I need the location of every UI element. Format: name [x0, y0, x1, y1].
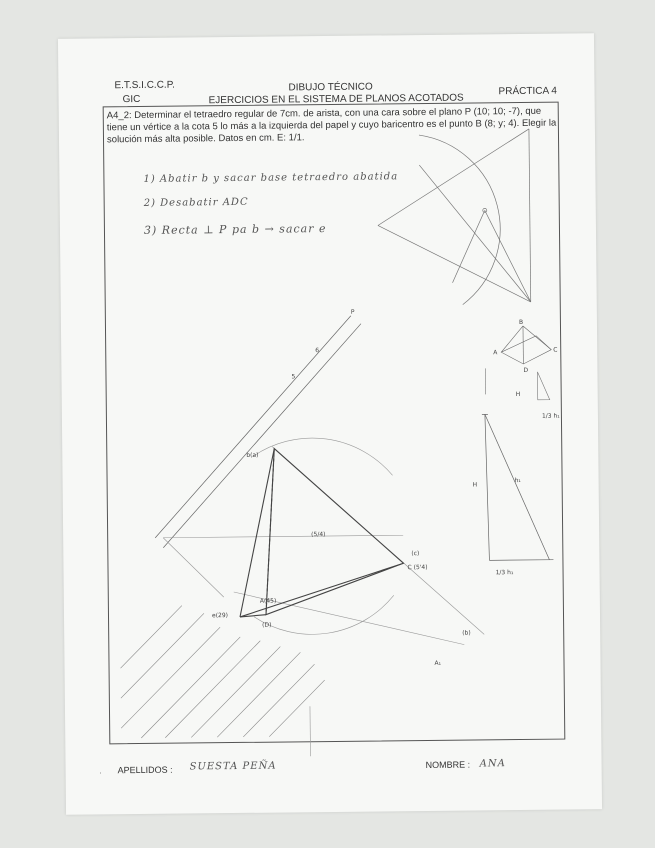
label-e: e(29): [211, 612, 229, 620]
topic-title: EJERCICIOS EN EL SISTEMA DE PLANOS ACOTADOS: [208, 92, 464, 107]
hatch-line: [120, 627, 221, 728]
label-D: D: [523, 366, 529, 374]
scale-mark-5: 5: [291, 373, 296, 381]
hatched-region: [120, 604, 325, 738]
hatch-line: [164, 641, 261, 738]
construction-line: [485, 210, 531, 302]
construction-line: [163, 537, 224, 598]
label-third-h: 1/3 h₁: [495, 569, 514, 577]
hatch-line: [140, 637, 241, 738]
school-name: E.T.S.I.C.C.P.: [114, 79, 175, 92]
label-A: A: [493, 349, 498, 357]
program-name: GIC: [122, 93, 141, 106]
horizontal-line: [163, 535, 403, 538]
label-b-a: b(a): [246, 451, 259, 459]
plane-scale-line: [153, 316, 363, 548]
hatch-line: [120, 606, 183, 669]
exam-sheet: [58, 33, 602, 815]
height-base: [489, 560, 553, 561]
scale-mark-6: 6: [315, 347, 320, 355]
height-construction: [482, 414, 554, 561]
note-step-1: 1) Abatir b y sacar base tetraedro abatida: [143, 171, 399, 185]
label-C: C: [553, 346, 558, 354]
label-frac-small: 1/3 h₁: [541, 412, 560, 420]
note-step-3: 3) Recta ⊥ P pa b → sacar e: [143, 222, 327, 237]
practice-number: PRÁCTICA 4: [498, 85, 557, 98]
construction-line: [377, 129, 530, 226]
surname-label: APELLIDOS :: [117, 764, 173, 776]
label-B: B: [518, 318, 524, 327]
name-label: NOMBRE :: [425, 759, 471, 771]
tetrahedron-face: [264, 447, 404, 614]
label-A-45: A(45): [259, 597, 277, 605]
height-triangle: [537, 372, 549, 400]
label-c-abatida: (c): [411, 550, 420, 558]
label-C-val: C (5'4): [407, 563, 428, 572]
sketch-base: [501, 336, 551, 365]
scale-line-parallel: [161, 324, 363, 548]
scale-line: [153, 316, 353, 538]
label-A1: A₁: [434, 659, 442, 667]
tetrahedron-sketch: [501, 326, 551, 365]
construction-line: [419, 164, 530, 303]
construction-line: [452, 210, 486, 282]
label-D-abatida: (D): [262, 621, 272, 629]
hypotenuse: [485, 414, 550, 561]
construction-drawing: [58, 33, 602, 815]
sketch-edge: [501, 326, 523, 352]
surname-value: SUESTA PEÑA: [189, 760, 277, 773]
sketch-edge: [523, 326, 551, 350]
hatch-line: [216, 652, 301, 737]
tetrahedron-edge: [239, 563, 404, 617]
name-value: ANA: [479, 758, 506, 770]
hatch-line: [269, 680, 326, 737]
vertical-line: [310, 706, 311, 756]
label-paren-6: (b): [462, 629, 471, 637]
height-axis: [485, 414, 490, 560]
construction-arc: [419, 134, 501, 305]
footer-bullet: .: [99, 768, 102, 776]
construction-lines: [162, 436, 485, 757]
label-h1: h₁: [514, 477, 521, 485]
abatement-construction: [377, 129, 531, 306]
construction-line: [529, 129, 531, 302]
subject-title: DIBUJO TÉCNICO: [288, 81, 373, 94]
label-b-54: (5/4): [311, 531, 326, 539]
hatch-line: [190, 647, 281, 738]
construction-line: [378, 224, 531, 304]
note-step-2: 2) Desabatir ADC: [143, 196, 249, 209]
label-P: P: [350, 308, 355, 316]
problem-statement: A4_2: Determinar el tetraedro regular de 7cm. de arista, con una cara sobre el plano P (10; 10; -7), que tiene un vértice a la cota 5 lo más a la izquierda del papel y cuyo baricentro es el punto B (8; y; 4). Elegir la solución más alta posible. Datos en cm. E: 1/1.: [106, 105, 557, 146]
label-H-small: H: [515, 391, 521, 399]
label-H: H: [472, 481, 478, 489]
